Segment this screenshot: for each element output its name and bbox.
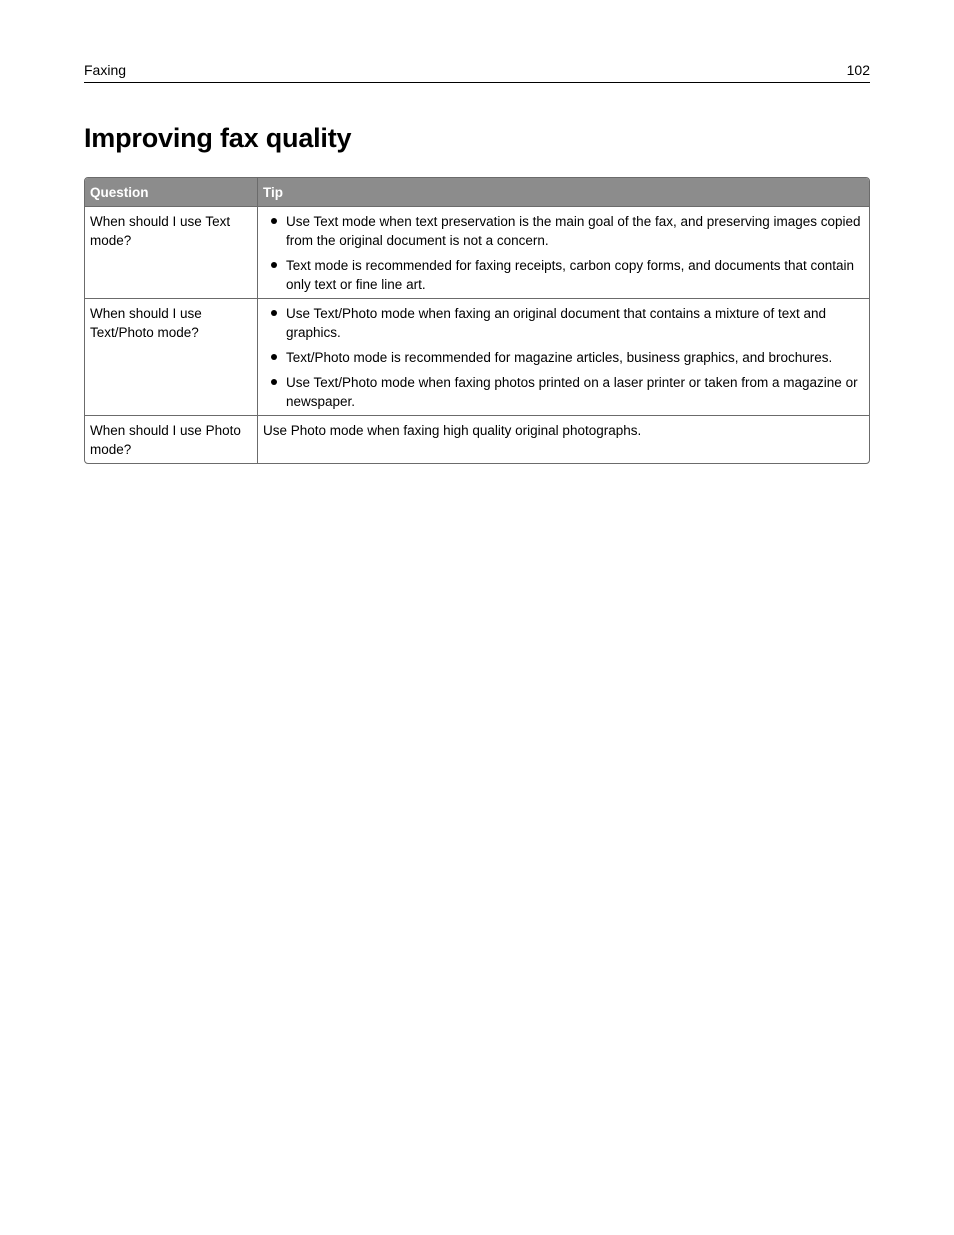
- table-row: [85, 207, 869, 299]
- tip-cell: [258, 207, 870, 299]
- table-header-row: [85, 178, 869, 207]
- page-title: Improving fax quality: [84, 123, 352, 153]
- page-number: 102: [846, 62, 870, 78]
- bullet-icon: [271, 262, 277, 268]
- tip-text: Text mode is recommended for faxing receipts, carbon copy forms, and documents that contain only text or fine line art.: [286, 258, 855, 292]
- tip-item: [263, 256, 864, 294]
- tip-item: [263, 212, 864, 250]
- bullet-icon: [271, 354, 277, 360]
- tip-text: Use Text mode when text preservation is the main goal of the fax, and preserving images copied from the original document is not a concern.: [286, 214, 861, 248]
- tip-item: [263, 304, 864, 342]
- tip-cell: [258, 299, 870, 416]
- tip-list: [263, 304, 864, 411]
- table-row: [85, 416, 869, 464]
- tip-text: Use Text/Photo mode when faxing photos printed on a laser printer or taken from a magazine or newspaper.: [286, 375, 858, 409]
- tip-item: [263, 373, 864, 411]
- bullet-icon: [271, 218, 277, 224]
- question-cell: When should I use Photo mode?: [85, 416, 258, 464]
- column-header-tip: Tip: [258, 178, 870, 207]
- question-cell: When should I use Text mode?: [85, 207, 258, 299]
- page-header: [84, 60, 870, 83]
- tip-cell: Use Photo mode when faxing high quality original photographs.: [258, 416, 870, 464]
- column-header-question: Question: [85, 178, 258, 207]
- question-cell: When should I use Text/Photo mode?: [85, 299, 258, 416]
- tip-item: [263, 348, 864, 367]
- tip-text: Use Text/Photo mode when faxing an original document that contains a mixture of text and graphics.: [286, 306, 827, 340]
- tips-table: [84, 177, 870, 464]
- bullet-icon: [271, 379, 277, 385]
- tips-table-grid: [85, 178, 869, 463]
- tip-text: Text/Photo mode is recommended for magazine articles, business graphics, and brochures.: [286, 350, 833, 365]
- tip-list: [263, 212, 864, 294]
- bullet-icon: [271, 310, 277, 316]
- section-name: Faxing: [84, 62, 127, 78]
- table-row: [85, 299, 869, 416]
